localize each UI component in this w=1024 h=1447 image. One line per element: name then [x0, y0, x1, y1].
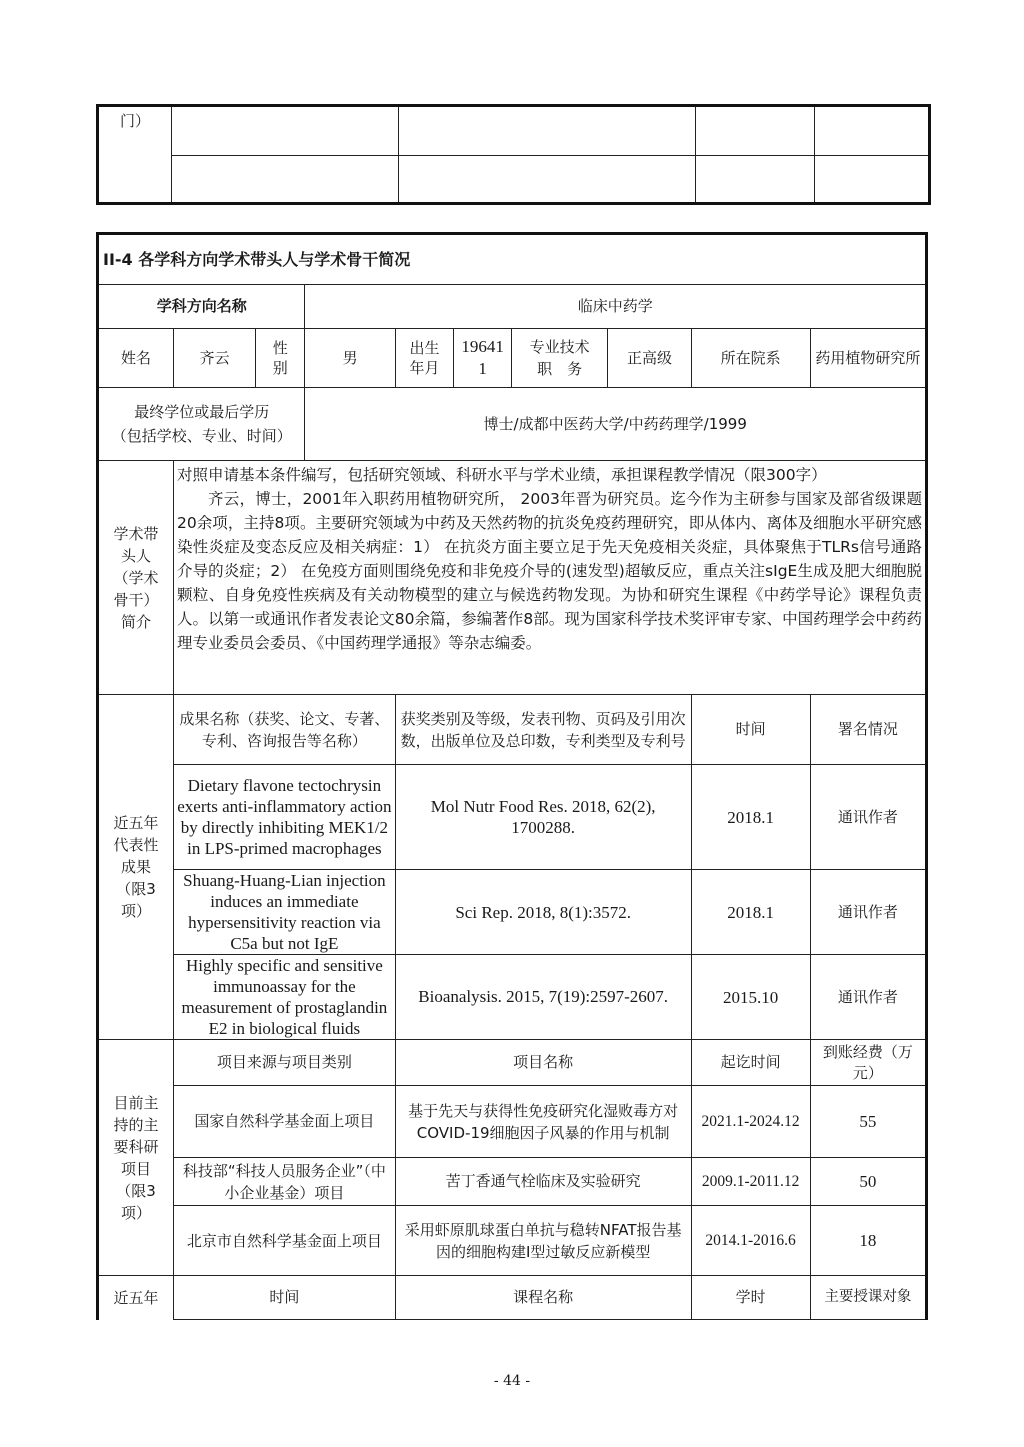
achievement-header-name: 成果名称（获奖、论文、专著、专利、咨询报告等名称） — [173, 695, 395, 765]
empty-cell — [815, 156, 930, 204]
project-header-name: 项目名称 — [395, 1040, 691, 1086]
achievement-time: 2015.10 — [691, 955, 810, 1040]
gender-value: 男 — [305, 329, 395, 388]
dept-label: 所在院系 — [691, 329, 810, 388]
project-funds: 50 — [810, 1158, 926, 1206]
birth-label: 出生 年月 — [395, 329, 454, 388]
intro-content — [173, 461, 926, 695]
project-name: 采用虾原肌球蛋白单抗与稳转NFAT报告基因的细胞构建I型过敏反应新模型 — [395, 1206, 691, 1276]
project-period: 2009.1-2011.12 — [691, 1158, 810, 1206]
teaching-header-course: 课程名称 — [395, 1276, 691, 1320]
achievement-detail: Mol Nutr Food Res. 2018, 62(2), 1700288. — [395, 765, 691, 870]
achievement-time: 2018.1 — [691, 870, 810, 955]
empty-cell — [399, 106, 696, 156]
faculty-profile-table — [96, 232, 928, 1320]
empty-cell — [696, 156, 815, 204]
degree-label-line2: （包括学校、专业、时间） — [111, 427, 292, 445]
top-fragment-label: 门） — [98, 106, 172, 204]
intro-label: 学术带 头人 （学术 骨干） 简介 — [98, 461, 174, 695]
name-label: 姓名 — [98, 329, 174, 388]
empty-cell — [696, 106, 815, 156]
project-source: 北京市自然科学基金面上项目 — [173, 1206, 395, 1276]
project-header-funds: 到账经费（万元） — [810, 1040, 926, 1086]
empty-cell — [399, 156, 696, 204]
gender-label: 性 别 — [256, 329, 305, 388]
teaching-header-hours: 学时 — [691, 1276, 810, 1320]
achievement-time: 2018.1 — [691, 765, 810, 870]
project-header-source: 项目来源与项目类别 — [173, 1040, 395, 1086]
project-name: 基于先天与获得性免疫研究化湿败毒方对COVID-19细胞因子风暴的作用与机制 — [395, 1086, 691, 1158]
achievement-sign: 通讯作者 — [810, 765, 926, 870]
achievement-name: Highly specific and sensitive immunoassay for the measurement of prostaglandin E2 in biological fluids — [173, 955, 395, 1040]
project-header-period: 起讫时间 — [691, 1040, 810, 1086]
achievement-header-time: 时间 — [691, 695, 810, 765]
page-number: - 44 - — [493, 1373, 531, 1389]
achievement-sign: 通讯作者 — [810, 955, 926, 1040]
achievement-header-detail: 获奖类别及等级，发表刊物、页码及引用次数，出版单位及总印数，专利类型及专利号 — [395, 695, 691, 765]
birth-value: 19641 1 — [454, 329, 512, 388]
dept-value: 药用植物研究所 — [810, 329, 926, 388]
intro-instruction: 对照申请基本条件编写，包括研究领域、科研水平与学术业绩，承担课程教学情况（限300字） — [176, 466, 827, 484]
project-period: 2021.1-2024.12 — [691, 1086, 810, 1158]
title-label: 专业技术 职 务 — [511, 329, 608, 388]
title-value: 正高级 — [608, 329, 691, 388]
project-source: 国家自然科学基金面上项目 — [173, 1086, 395, 1158]
achievement-detail: Sci Rep. 2018, 8(1):3572. — [395, 870, 691, 955]
project-source: 科技部“科技人员服务企业”（中小企业基金）项目 — [173, 1158, 395, 1206]
project-period: 2014.1-2016.6 — [691, 1206, 810, 1276]
achievements-label: 近五年 代表性 成果 （限3 项） — [98, 695, 174, 1040]
direction-label: 学科方向名称 — [98, 285, 305, 329]
achievement-name: Shuang-Huang-Lian injection induces an immediate hypersensitivity reaction via C5a but not IgE — [173, 870, 395, 955]
empty-cell — [815, 106, 930, 156]
achievement-header-sign: 署名情况 — [810, 695, 926, 765]
degree-label-line1: 最终学位或最后学历 — [134, 403, 270, 421]
intro-text: 齐云，博士，2001年入职药用植物研究所， 2003年晋为研究员。迄今作为主研参与国家及部省级课题20余项，主持8项。主要研究领域为中药及天然药物的抗炎免疫药理研究，即从体内、离体及细胞水平研究感染性炎症及变态反应及相关病症：1） 在抗炎方面主要立足于先天免疫相关炎症，具体聚焦于TLRs信号通路介导的炎症；2） 在免疫方面则围绕免疫和非免疫介导的(速发型)超敏反应，重点关注sIgE生成及肥大细胞脱颗粒、自身免疫性疾病及有关动物模型的建立与候选药物发现。为协和研究生课程《中药学导论》课程负责人。以第一或通讯作者发表论文80余篇，参编著作8部。现为国家科学技术奖评审专家、中国药理学会中药药理专业委员会委员、《中国药理学通报》等杂志编委。 — [176, 490, 922, 652]
teaching-header-time: 时间 — [173, 1276, 395, 1320]
achievement-name: Dietary flavone tectochrysin exerts anti-inflammatory action by directly inhibiting MEK1/2 in LPS-primed macrophages — [173, 765, 395, 870]
project-funds: 55 — [810, 1086, 926, 1158]
top-fragment-table — [96, 104, 931, 205]
projects-label: 目前主 持的主 要科研 项目 （限3 项） — [98, 1040, 174, 1276]
empty-cell — [172, 106, 399, 156]
empty-cell — [172, 156, 399, 204]
project-funds: 18 — [810, 1206, 926, 1276]
degree-value: 博士/成都中医药大学/中药药理学/1999 — [305, 388, 927, 461]
section-title: II-4 各学科方向学术带头人与学术骨干简况 — [98, 234, 927, 285]
project-name: 苦丁香通气栓临床及实验研究 — [395, 1158, 691, 1206]
teaching-label: 近五年 — [98, 1276, 174, 1320]
teaching-header-audience: 主要授课对象 — [810, 1276, 926, 1320]
name-value: 齐云 — [173, 329, 255, 388]
degree-label — [98, 388, 305, 461]
achievement-sign: 通讯作者 — [810, 870, 926, 955]
achievement-detail: Bioanalysis. 2015, 7(19):2597-2607. — [395, 955, 691, 1040]
direction-value: 临床中药学 — [305, 285, 927, 329]
